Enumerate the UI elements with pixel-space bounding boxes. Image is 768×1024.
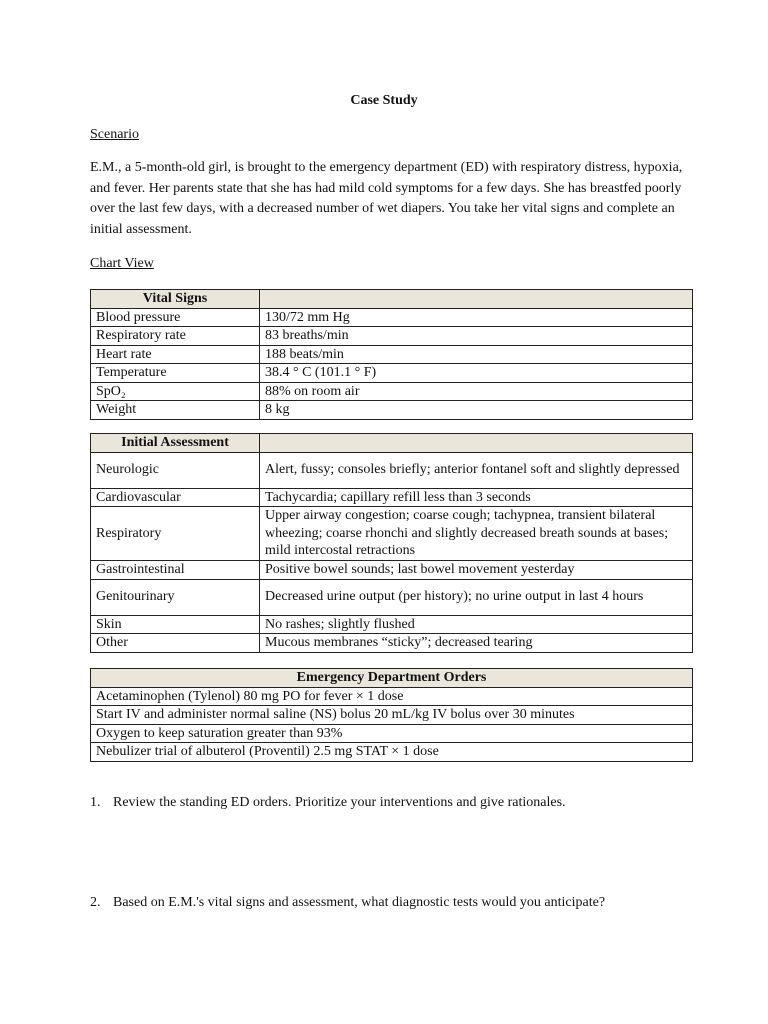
table-row [91,345,693,364]
question-text: Based on E.M.'s vital signs and assessment, what diagnostic tests would you anticipate? [113,895,606,910]
table-header-row [91,669,693,688]
initial-assessment-header: Initial Assessment [91,434,260,453]
vital-value: 130/72 mm Hg [260,308,693,327]
order-item: Acetaminophen (Tylenol) 80 mg PO for fever × 1 dose [91,687,693,706]
vital-value: 38.4 ° C (101.1 ° F) [260,364,693,383]
question-2 [90,895,605,911]
assessment-value: Alert, fussy; consoles briefly; anterior fontanel soft and slightly depressed [260,452,693,488]
assessment-value: No rashes; slightly flushed [260,615,693,634]
table-row [91,327,693,346]
question-1 [90,795,566,811]
assessment-value: Upper airway congestion; coarse cough; tachypnea, transient bilateral wheezing; coarse rhonchi and slightly decreased breath sounds at bases; mild intercostal retractions [260,507,693,561]
scenario-heading: Scenario [90,127,139,142]
table-row [91,507,693,561]
vital-value: 88% on room air [260,382,693,401]
vital-label: Blood pressure [91,308,260,327]
table-row [91,452,693,488]
chart-view-heading: Chart View [90,256,154,271]
ed-orders-header: Emergency Department Orders [91,669,693,688]
question-text: Review the standing ED orders. Prioritize your interventions and give rationales. [113,795,566,810]
assessment-value: Mucous membranes “sticky”; decreased tearing [260,634,693,653]
order-item: Start IV and administer normal saline (NS) bolus 20 mL/kg IV bolus over 30 minutes [91,706,693,725]
ed-orders-table [90,668,693,762]
assessment-label: Cardiovascular [91,488,260,507]
vital-signs-header-blank [260,290,693,309]
page-title: Case Study [350,93,418,108]
table-row [91,364,693,383]
scenario-text: E.M., a 5-month-old girl, is brought to the emergency department (ED) with respiratory distress, hypoxia, and fever. Her parents state that she has had mild cold symptoms for a few days. She has breastfed poorly over the last few days, with a decreased number of wet diapers. You take her vital signs and complete an initial assessment. [90,160,683,238]
vital-signs-header: Vital Signs [91,290,260,309]
table-row [91,615,693,634]
vital-value: 83 breaths/min [260,327,693,346]
table-header-row [91,290,693,309]
vital-value: 8 kg [260,401,693,420]
initial-assessment-table [90,433,693,653]
assessment-label: Neurologic [91,452,260,488]
assessment-label: Skin [91,615,260,634]
table-row [91,561,693,580]
question-number: 1. [90,795,101,810]
assessment-label: Respiratory [91,507,260,561]
vital-signs-table [90,289,693,420]
table-row [91,401,693,420]
order-item: Nebulizer trial of albuterol (Proventil) 2.5 mg STAT × 1 dose [91,743,693,762]
table-row [91,308,693,327]
vital-label: Temperature [91,364,260,383]
question-number: 2. [90,895,101,910]
table-row [91,706,693,725]
order-item: Oxygen to keep saturation greater than 93% [91,724,693,743]
vital-label: Respiratory rate [91,327,260,346]
table-row [91,579,693,615]
vital-label: SpO₂ [91,382,260,401]
table-row [91,382,693,401]
assessment-value: Positive bowel sounds; last bowel movement yesterday [260,561,693,580]
table-row [91,634,693,653]
assessment-label: Other [91,634,260,653]
vital-value: 188 beats/min [260,345,693,364]
assessment-label: Gastrointestinal [91,561,260,580]
table-row [91,488,693,507]
table-row [91,687,693,706]
assessment-value: Tachycardia; capillary refill less than 3 seconds [260,488,693,507]
vital-label: Weight [91,401,260,420]
initial-assessment-header-blank [260,434,693,453]
assessment-label: Genitourinary [91,579,260,615]
table-row [91,724,693,743]
vital-label: Heart rate [91,345,260,364]
table-row [91,743,693,762]
table-header-row [91,434,693,453]
assessment-value: Decreased urine output (per history); no urine output in last 4 hours [260,579,693,615]
